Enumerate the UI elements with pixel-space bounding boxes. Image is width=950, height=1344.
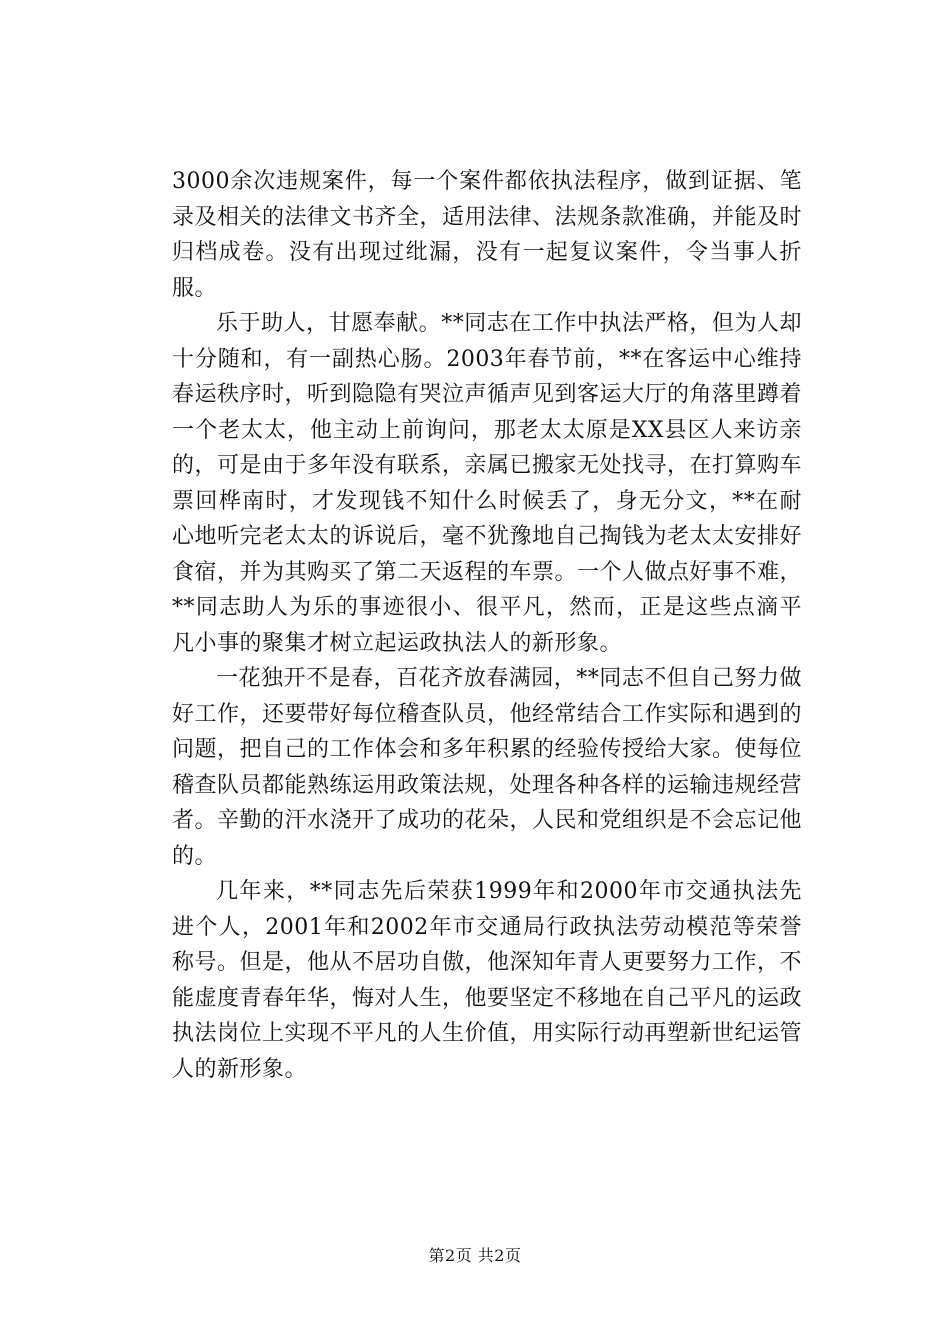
paragraph-helping-others: 乐于助人，甘愿奉献。**同志在工作中执法严格，但为人却十分随和，有一副热心肠。2003年春节前，**在客运中心维持春运秩序时，听到隐隐有哭泣声循声见到客运大厅的角落里蹲着一个老太太，他主动上前询问，那老太太原是XX县区人来访亲的，可是由于多年没有联系，亲属已搬家无处找寻，在打算购车票回桦南时，才发现钱不知什么时候丢了，身无分文，**在耐心地听完老太太的诉说后，毫不犹豫地自己掏钱为老太太安排好食宿，并为其购买了第二天返程的车票。一个人做点好事不难，**同志助人为乐的事迹很小、很平凡，然而，正是这些点滴平凡小事的聚集才树立起运政执法人的新形象。: [172, 311, 803, 656]
paragraph-continuation: 3000余次违规案件，每一个案件都依执法程序，做到证据、笔录及相关的法律文书齐全，适用法律、法规条款准确，并能及时归档成卷。没有出现过纰漏，没有一起复议案件，令当事人折服。: [172, 169, 803, 301]
paragraph-honors: 几年来，**同志先后荣获1999年和2000年市交通执法先进个人，2001年和2002年市交通局行政执法劳动模范等荣誉称号。但是，他从不居功自傲，他深知年青人更要努力工作，不能虚度青春年华，悔对人生，他要坚定不移地在自己平凡的运政执法岗位上实现不平凡的人生价值，用实际行动再塑新世纪运管人的新形象。: [172, 879, 803, 1082]
page-number-footer: 第2页 共2页: [428, 1246, 522, 1265]
document-body: [172, 164, 802, 1087]
paragraph-team-mentoring: 一花独开不是春，百花齐放春满园，**同志不但自己努力做好工作，还要带好每位稽查队员，他经常结合工作实际和遇到的问题，把自己的工作体会和多年积累的经验传授给大家。使每位稽查队员都能熟练运用政策法规，处理各种各样的运输违规经营者。辛勤的汗水浇开了成功的花朵，人民和党组织是不会忘记他的。: [172, 666, 803, 869]
